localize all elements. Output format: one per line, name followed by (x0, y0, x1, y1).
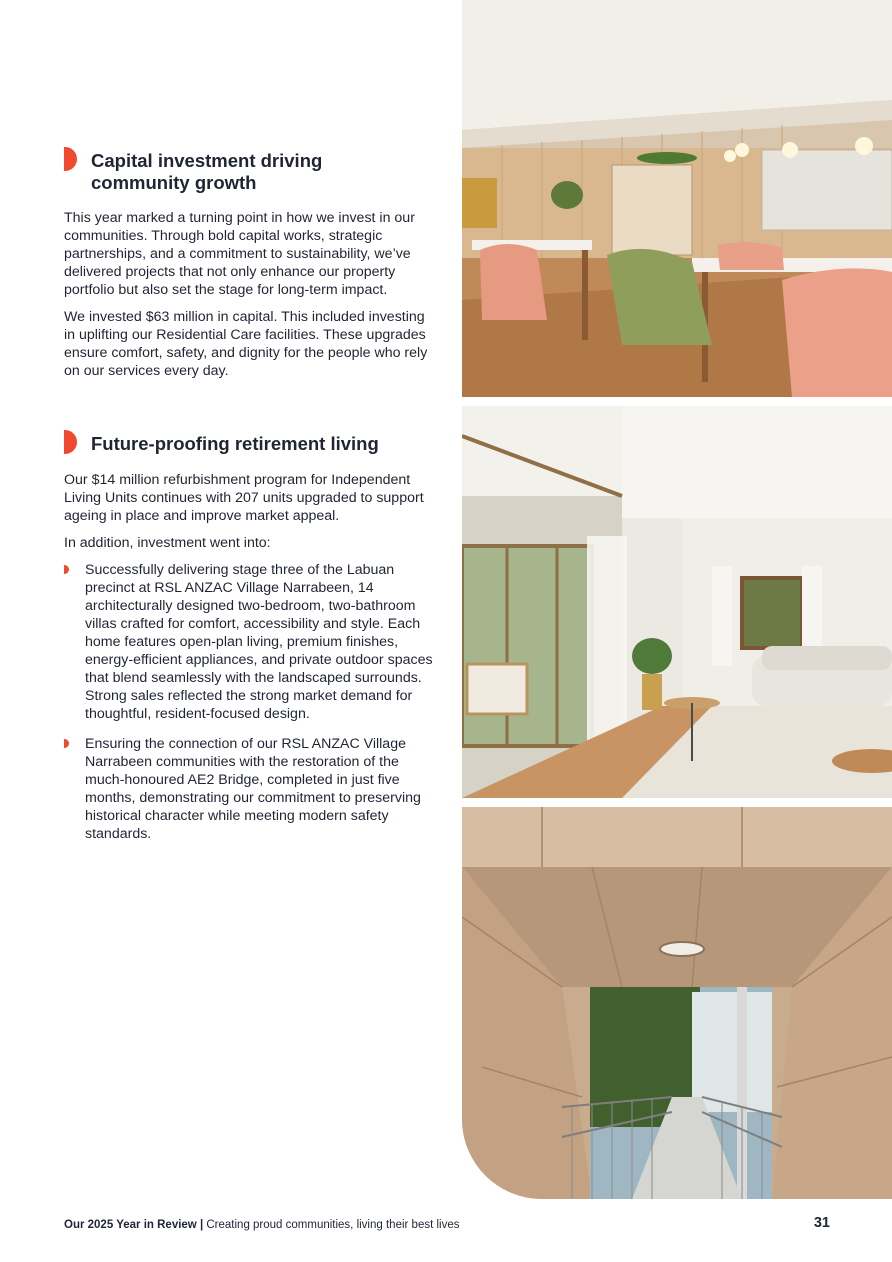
heading-marker-icon (64, 430, 77, 454)
footer-title: Our 2025 Year in Review | (64, 1219, 204, 1231)
section-body-retirement (64, 471, 436, 855)
list-item-text: Successfully delivering stage three of the Labuan precinct at RSL ANZAC Village Narrabeen, 14 architecturally designed two-bedroom, two-bathroom villas crafted for comfort, accessibility and style. Each home features open-plan living, premium finishes, energy-efficient appliances, and private outdoor spaces that blend seamlessly with the landscaped surrounds. Strong sales reflected the strong market demand for thoughtful, resident-focused design. (85, 562, 433, 722)
paragraph: We invested $63 million in capital. This included investing in uplifting our Residential Care facilities. These upgrades ensure comfort, safety, and dignity for the people who rely on our services every day. (64, 309, 428, 379)
bullet-marker-icon (64, 565, 69, 574)
bullet-marker-icon (64, 739, 69, 748)
list-item (64, 735, 436, 843)
list-item (64, 561, 436, 723)
section-heading-retirement (64, 433, 379, 455)
page-number: 31 (813, 1215, 830, 1231)
section-body-capital (64, 209, 436, 389)
footer-subtitle: Creating proud communities, living their best lives (203, 1219, 460, 1231)
paragraph: Our $14 million refurbishment program for Independent Living Units continues with 207 units upgraded to support ageing in place and improve market appeal. (64, 472, 424, 524)
bullet-list (64, 561, 436, 843)
heading-marker-icon (64, 147, 77, 171)
paragraph: In addition, investment went into: (64, 535, 271, 551)
living-room-photo (462, 406, 892, 798)
section-heading-capital (64, 150, 371, 194)
paragraph: This year marked a turning point in how we invest in our communities. Through bold capital works, strategic partnerships, and a commitment to sustainability, we’ve delivered projects that not only enhance our property portfolio but also set the stage for long-term impact. (64, 210, 415, 298)
heading-text: Future-proofing retirement living (91, 433, 379, 454)
heading-text: Capital investment driving community growth (91, 150, 323, 193)
bridge-photo (462, 807, 892, 1199)
footer (64, 1219, 459, 1231)
list-item-text: Ensuring the connection of our RSL ANZAC Village Narrabeen communities with the restoration of the much-honoured AE2 Bridge, completed in just five months, demonstrating our commitment to preserving historical character while meeting modern safety standards. (85, 736, 421, 842)
dining-room-photo (462, 0, 892, 397)
